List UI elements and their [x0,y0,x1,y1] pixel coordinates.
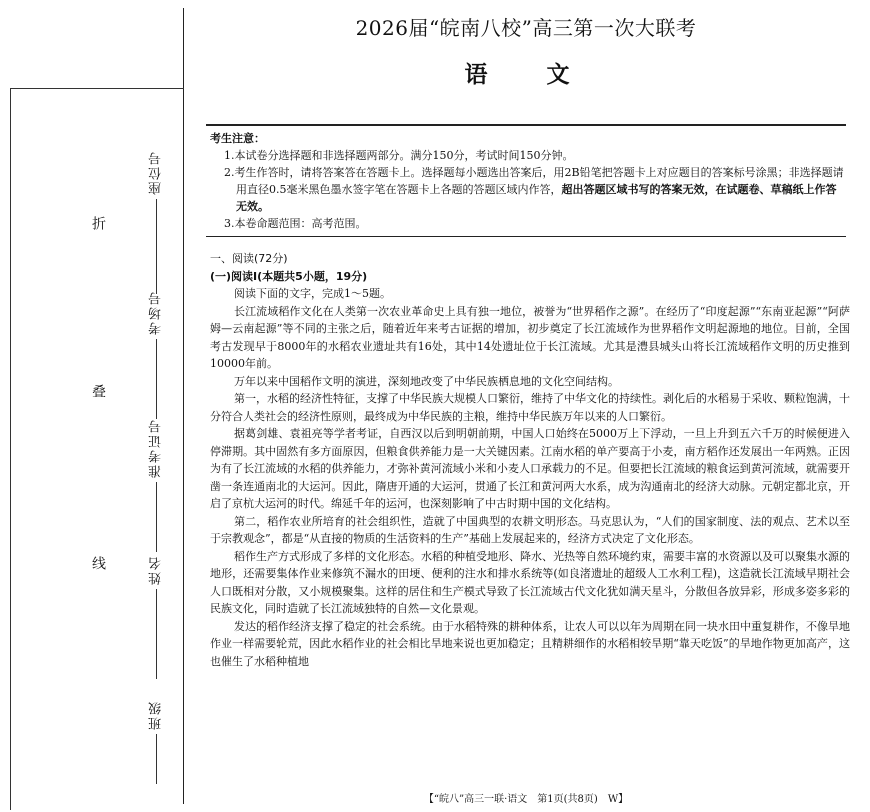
notes-heading: 考生注意： [210,132,265,145]
room-number-field[interactable] [147,290,166,419]
fold-char: 折 [90,216,106,230]
admission-number-label: 准考证号 [149,418,164,478]
note-item: 3.本卷命题范围：高考范围。 [224,217,367,230]
paragraph: 第一，水稻的经济性特征，支撑了中华民族大规模人口繁衍，维持了中华文化的持续性。剥化后的水稻易于采收、颗粒饱满，十分符合人类社会的经济性原则，最终成为中华民族的主粮，维持中华民族万年以来的人口繁衍。 [210,392,850,423]
fold-char: 线 [90,556,106,570]
paragraph: 万年以来中国稻作文明的演进，深刻地改变了中华民族栖息地的文化空间结构。 [234,374,619,388]
top-rule [206,124,846,126]
paragraph: 据葛剑雄、袁祖亮等学者考证，自西汉以后到明朝前期，中国人口始终在5000万上下浮动，一旦上升到五六千万的时候便进入停滞期。其中固然有多方面原因，但粮食供养能力是一大关键因素。江南水稻的单产要高于小麦，南方稻作还发展出一年两熟。正因为有了长江流域的水稻的供养能力，才弥补黄河流域小米和小麦人口承载力的不足。但要把长江流域的粮食运到黄河流域，就需要开凿一条连通南北的大运河。因此，隋唐开通的大运河，贯通了长江和黄河两大水系，成为沟通南北的经济大动脉。元朝定都北京，开启了京杭大运河的时代。绵延千年的运河，也深刻影响了中古时期中国的文化结构。 [210,427,850,510]
binding-line [183,8,184,804]
name-label: 姓名 [149,555,164,585]
paragraph: 发达的稻作经济支撑了稳定的社会系统。由于水稻特殊的耕种体系，让农人可以以年为周期在同一块水田中重复耕作，不像旱地作业一样需要轮荒，因此水稻作业的社会相比旱地来说也更加稳定；且精耕细作的水稻相较旱期“靠天吃饭”的旱地作物更加高产，这也催生了水稻种植地 [210,619,850,668]
strip-border-top [10,88,184,89]
class-field[interactable] [147,700,166,784]
candidate-notes [210,130,846,232]
paragraph: 稻作生产方式形成了多样的文化形态。水稻的种植受地形、降水、光热等自然环境约束，需要丰富的水资源以及可以聚集水源的地形，还需要集体作业来修筑不漏水的田埂、便利的注水和排水系统等(如良渚遗址的超级人工水利工程)，这造就长江流域早期社会人口既相对分散，又小规模聚集。这样的居住和生产模式导致了长江流域古代文化犹如满天星斗，分散但各放异彩，形成多姿多彩的民族文化，同时造就了长江流域独特的自然—文化景观。 [210,549,850,615]
name-field[interactable] [147,555,166,679]
room-number-label: 考场号 [149,290,164,335]
note-item: 2.考生作答时，请将答案答在答题卡上。选择题每小题选出答案后，用2B铅笔把答题卡上对应题目的答案标号涂黑；非选择题请用直径0.5毫米黑色墨水签字笔在答题卡上各题的答题区域内作答，超出答题区域书写的答案无效，在试题卷、草稿纸上作答无效。 [224,166,844,213]
seat-number-field[interactable] [147,150,166,294]
paragraph: 长江流域稻作文化在人类第一次农业革命史上具有独一地位，被誉为“世界稻作之源”。在经历了“印度起源”“东南亚起源”“阿萨姆—云南起源”等不同的主张之后，随着近年来考古证据的增加，初步奠定了长江流域作为世界稻作文明起源地的地位。目前，全国考古发现早于8000年的水稻农业遗址共有16处，其中14处遗址位于长江流域。尤其是澧县城头山将长江流域稻作文明的历史推到10000年前。 [210,304,850,370]
subsection-heading: (一)阅读Ⅰ(本题共5小题，19分) [210,269,368,283]
subject-title: 语 文 [464,62,588,88]
page-footer: 【“皖八”高三一联·语文 第1页(共8页) W】 [423,794,629,805]
paragraph: 第二，稻作农业所培育的社会组织性，造就了中国典型的农耕文明形态。马克思认为，“人们的国家制度、法的观点、艺术以至于宗教观念”，都是“从直接的物质的生活资料的生产”基础上发展起来的，经济方式决定了文化形态。 [210,514,850,545]
admission-number-field[interactable] [147,418,166,552]
instruction: 阅读下面的文字，完成1～5题。 [234,287,391,300]
binding-strip [0,0,185,812]
class-label: 班级 [149,700,164,730]
fold-char: 叠 [90,384,106,398]
strip-border [10,88,11,810]
notes-rule [206,236,846,237]
exam-title: 2026届“皖南八校”高三第一次大联考 [355,16,697,40]
note-item: 1.本试卷分选择题和非选择题两部分。满分150分，考试时间150分钟。 [224,149,574,162]
reading-section [210,250,850,670]
seat-number-label: 座位号 [149,150,164,195]
note-bold-warning: 超出答题区域书写的答案无效，在试题卷、草稿纸上作答无效。 [236,183,837,213]
section-heading: 一、阅读(72分) [210,252,288,265]
